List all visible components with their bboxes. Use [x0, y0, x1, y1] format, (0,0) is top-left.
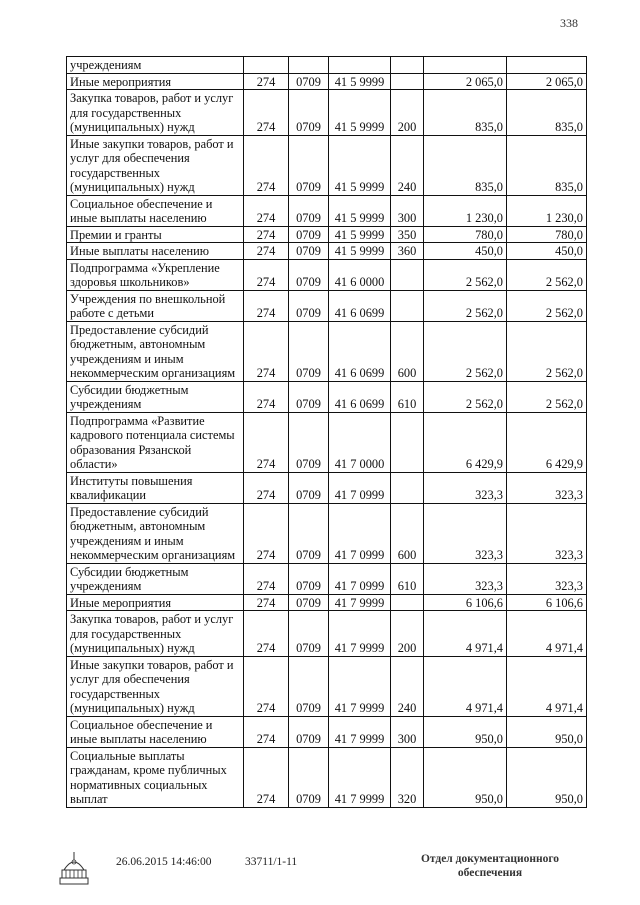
cell-vr: 610 — [391, 563, 424, 594]
cell-name: учреждениям — [67, 57, 244, 74]
cell-section: 0709 — [289, 226, 329, 243]
table-row — [67, 747, 587, 807]
table-row — [67, 503, 587, 563]
cell-amount-2: 2 562,0 — [507, 381, 587, 412]
cell-target — [329, 57, 391, 74]
cell-target: 41 7 0000 — [329, 412, 391, 472]
cell-amount-1: 2 562,0 — [424, 321, 507, 381]
cell-section: 0709 — [289, 135, 329, 195]
footer-dept-line-2: обеспечения — [457, 867, 523, 879]
cell-code: 274 — [244, 135, 289, 195]
cell-name: Институты повышения квалификации — [67, 472, 244, 503]
cell-name: Иные мероприятия — [67, 594, 244, 611]
cell-code: 274 — [244, 195, 289, 226]
table-row — [67, 716, 587, 747]
table-row — [67, 90, 587, 136]
cell-amount-1: 6 106,6 — [424, 594, 507, 611]
cell-section: 0709 — [289, 259, 329, 290]
table-row — [67, 563, 587, 594]
cell-amount-2: 835,0 — [507, 90, 587, 136]
cell-amount-2: 450,0 — [507, 243, 587, 260]
cell-vr: 320 — [391, 747, 424, 807]
footer-department — [410, 852, 570, 880]
cell-section: 0709 — [289, 472, 329, 503]
cell-amount-2 — [507, 57, 587, 74]
cell-name: Иные выплаты населению — [67, 243, 244, 260]
cell-vr: 600 — [391, 503, 424, 563]
table-row — [67, 243, 587, 260]
cell-target: 41 5 9999 — [329, 226, 391, 243]
cell-target: 41 7 9999 — [329, 656, 391, 716]
cell-code: 274 — [244, 90, 289, 136]
cell-code: 274 — [244, 290, 289, 321]
cell-vr — [391, 57, 424, 74]
cell-name: Подпрограмма «Укрепление здоровья школьников» — [67, 259, 244, 290]
cell-amount-1: 323,3 — [424, 563, 507, 594]
budget-table — [66, 56, 587, 808]
cell-section: 0709 — [289, 503, 329, 563]
cell-amount-2: 6 429,9 — [507, 412, 587, 472]
footer-dept-line-1: Отдел документационного — [420, 853, 560, 865]
cell-section — [289, 57, 329, 74]
cell-vr — [391, 412, 424, 472]
cell-target: 41 5 9999 — [329, 90, 391, 136]
cell-name: Социальное обеспечение и иные выплаты населению — [67, 716, 244, 747]
cell-code: 274 — [244, 563, 289, 594]
cell-amount-1: 2 562,0 — [424, 259, 507, 290]
cell-vr: 360 — [391, 243, 424, 260]
cell-code: 274 — [244, 259, 289, 290]
cell-vr — [391, 472, 424, 503]
cell-target: 41 7 0999 — [329, 503, 391, 563]
cell-section: 0709 — [289, 563, 329, 594]
table-row — [67, 656, 587, 716]
cell-amount-2: 323,3 — [507, 503, 587, 563]
cell-code: 274 — [244, 747, 289, 807]
cell-amount-1: 323,3 — [424, 472, 507, 503]
cell-target: 41 6 0699 — [329, 321, 391, 381]
cell-target: 41 7 9999 — [329, 747, 391, 807]
table-row — [67, 290, 587, 321]
cell-section: 0709 — [289, 716, 329, 747]
cell-amount-2: 950,0 — [507, 747, 587, 807]
cell-name: Закупка товаров, работ и услуг для государственных (муниципальных) нужд — [67, 90, 244, 136]
page-footer — [0, 840, 640, 900]
cell-vr: 300 — [391, 195, 424, 226]
table-row — [67, 135, 587, 195]
cell-code: 274 — [244, 503, 289, 563]
cell-amount-2: 835,0 — [507, 135, 587, 195]
cell-amount-1: 835,0 — [424, 90, 507, 136]
table-row — [67, 226, 587, 243]
cell-amount-2: 4 971,4 — [507, 611, 587, 657]
cell-name: Премии и гранты — [67, 226, 244, 243]
cell-target: 41 5 9999 — [329, 243, 391, 260]
cell-amount-2: 950,0 — [507, 716, 587, 747]
cell-section: 0709 — [289, 290, 329, 321]
cell-amount-1: 2 562,0 — [424, 381, 507, 412]
cell-vr: 240 — [391, 656, 424, 716]
table-row — [67, 259, 587, 290]
cell-target: 41 7 9999 — [329, 716, 391, 747]
cell-section: 0709 — [289, 747, 329, 807]
cell-vr — [391, 290, 424, 321]
table-row — [67, 594, 587, 611]
cell-section: 0709 — [289, 90, 329, 136]
cell-vr — [391, 594, 424, 611]
cell-section: 0709 — [289, 73, 329, 90]
cell-amount-1: 2 562,0 — [424, 290, 507, 321]
cell-code: 274 — [244, 594, 289, 611]
table-row — [67, 57, 587, 74]
cell-target: 41 7 0999 — [329, 472, 391, 503]
cell-amount-2: 1 230,0 — [507, 195, 587, 226]
cell-target: 41 6 0000 — [329, 259, 391, 290]
cell-amount-1: 950,0 — [424, 716, 507, 747]
table-row — [67, 611, 587, 657]
cell-target: 41 5 9999 — [329, 195, 391, 226]
cell-section: 0709 — [289, 594, 329, 611]
cell-amount-1: 450,0 — [424, 243, 507, 260]
cell-target: 41 7 0999 — [329, 563, 391, 594]
cell-name: Закупка товаров, работ и услуг для государственных (муниципальных) нужд — [67, 611, 244, 657]
cell-amount-2: 323,3 — [507, 472, 587, 503]
cell-name: Подпрограмма «Развитие кадрового потенциала системы образования Рязанской области» — [67, 412, 244, 472]
cell-amount-2: 780,0 — [507, 226, 587, 243]
cell-code: 274 — [244, 611, 289, 657]
table-row — [67, 472, 587, 503]
cell-name: Предоставление субсидий бюджетным, автономным учреждениям и иным некоммерческим организациям — [67, 321, 244, 381]
cell-code: 274 — [244, 656, 289, 716]
cell-amount-1: 2 065,0 — [424, 73, 507, 90]
cell-amount-2: 2 562,0 — [507, 259, 587, 290]
cell-code: 274 — [244, 412, 289, 472]
cell-amount-2: 2 562,0 — [507, 290, 587, 321]
cell-vr: 300 — [391, 716, 424, 747]
cell-section: 0709 — [289, 412, 329, 472]
cell-vr: 600 — [391, 321, 424, 381]
cell-code: 274 — [244, 381, 289, 412]
cell-amount-1: 835,0 — [424, 135, 507, 195]
cell-amount-1: 780,0 — [424, 226, 507, 243]
cell-name: Субсидии бюджетным учреждениям — [67, 563, 244, 594]
cell-name: Иные закупки товаров, работ и услуг для обеспечения государственных (муниципальных) нужд — [67, 135, 244, 195]
cell-amount-1: 4 971,4 — [424, 656, 507, 716]
cell-target: 41 7 9999 — [329, 611, 391, 657]
cell-amount-2: 6 106,6 — [507, 594, 587, 611]
cell-amount-1: 323,3 — [424, 503, 507, 563]
cell-section: 0709 — [289, 243, 329, 260]
cell-target: 41 6 0699 — [329, 290, 391, 321]
cell-amount-1: 6 429,9 — [424, 412, 507, 472]
table-row — [67, 381, 587, 412]
cell-amount-2: 2 562,0 — [507, 321, 587, 381]
cell-vr: 200 — [391, 611, 424, 657]
cell-vr — [391, 259, 424, 290]
cell-name: Субсидии бюджетным учреждениям — [67, 381, 244, 412]
cell-section: 0709 — [289, 321, 329, 381]
cell-amount-1: 1 230,0 — [424, 195, 507, 226]
cell-amount-1: 4 971,4 — [424, 611, 507, 657]
cell-section: 0709 — [289, 195, 329, 226]
table-row — [67, 195, 587, 226]
cell-name: Социальное обеспечение и иные выплаты населению — [67, 195, 244, 226]
footer-doc-number: 33711/1-11 — [245, 856, 298, 868]
cell-vr: 240 — [391, 135, 424, 195]
cell-name: Иные мероприятия — [67, 73, 244, 90]
cell-code: 274 — [244, 321, 289, 381]
cell-code: 274 — [244, 716, 289, 747]
cell-vr: 610 — [391, 381, 424, 412]
table-row — [67, 321, 587, 381]
cell-amount-1: 950,0 — [424, 747, 507, 807]
cell-name: Предоставление субсидий бюджетным, автономным учреждениям и иным некоммерческим организациям — [67, 503, 244, 563]
cell-code: 274 — [244, 73, 289, 90]
cell-amount-2: 4 971,4 — [507, 656, 587, 716]
cell-target: 41 6 0699 — [329, 381, 391, 412]
table-row — [67, 412, 587, 472]
cell-vr — [391, 73, 424, 90]
cell-vr: 200 — [391, 90, 424, 136]
cell-target: 41 5 9999 — [329, 135, 391, 195]
cell-code — [244, 57, 289, 74]
cell-section: 0709 — [289, 381, 329, 412]
footer-datetime: 26.06.2015 14:46:00 — [116, 856, 212, 868]
page-number: 338 — [560, 16, 578, 30]
duma-emblem-icon — [56, 848, 92, 888]
cell-section: 0709 — [289, 611, 329, 657]
cell-name: Иные закупки товаров, работ и услуг для обеспечения государственных (муниципальных) нужд — [67, 656, 244, 716]
cell-section: 0709 — [289, 656, 329, 716]
cell-code: 274 — [244, 243, 289, 260]
cell-name: Учреждения по внешкольной работе с детьми — [67, 290, 244, 321]
cell-amount-2: 323,3 — [507, 563, 587, 594]
cell-amount-2: 2 065,0 — [507, 73, 587, 90]
cell-target: 41 7 9999 — [329, 594, 391, 611]
cell-code: 274 — [244, 472, 289, 503]
cell-vr: 350 — [391, 226, 424, 243]
cell-name: Социальные выплаты гражданам, кроме публичных нормативных социальных выплат — [67, 747, 244, 807]
cell-target: 41 5 9999 — [329, 73, 391, 90]
cell-code: 274 — [244, 226, 289, 243]
cell-amount-1 — [424, 57, 507, 74]
table-row — [67, 73, 587, 90]
